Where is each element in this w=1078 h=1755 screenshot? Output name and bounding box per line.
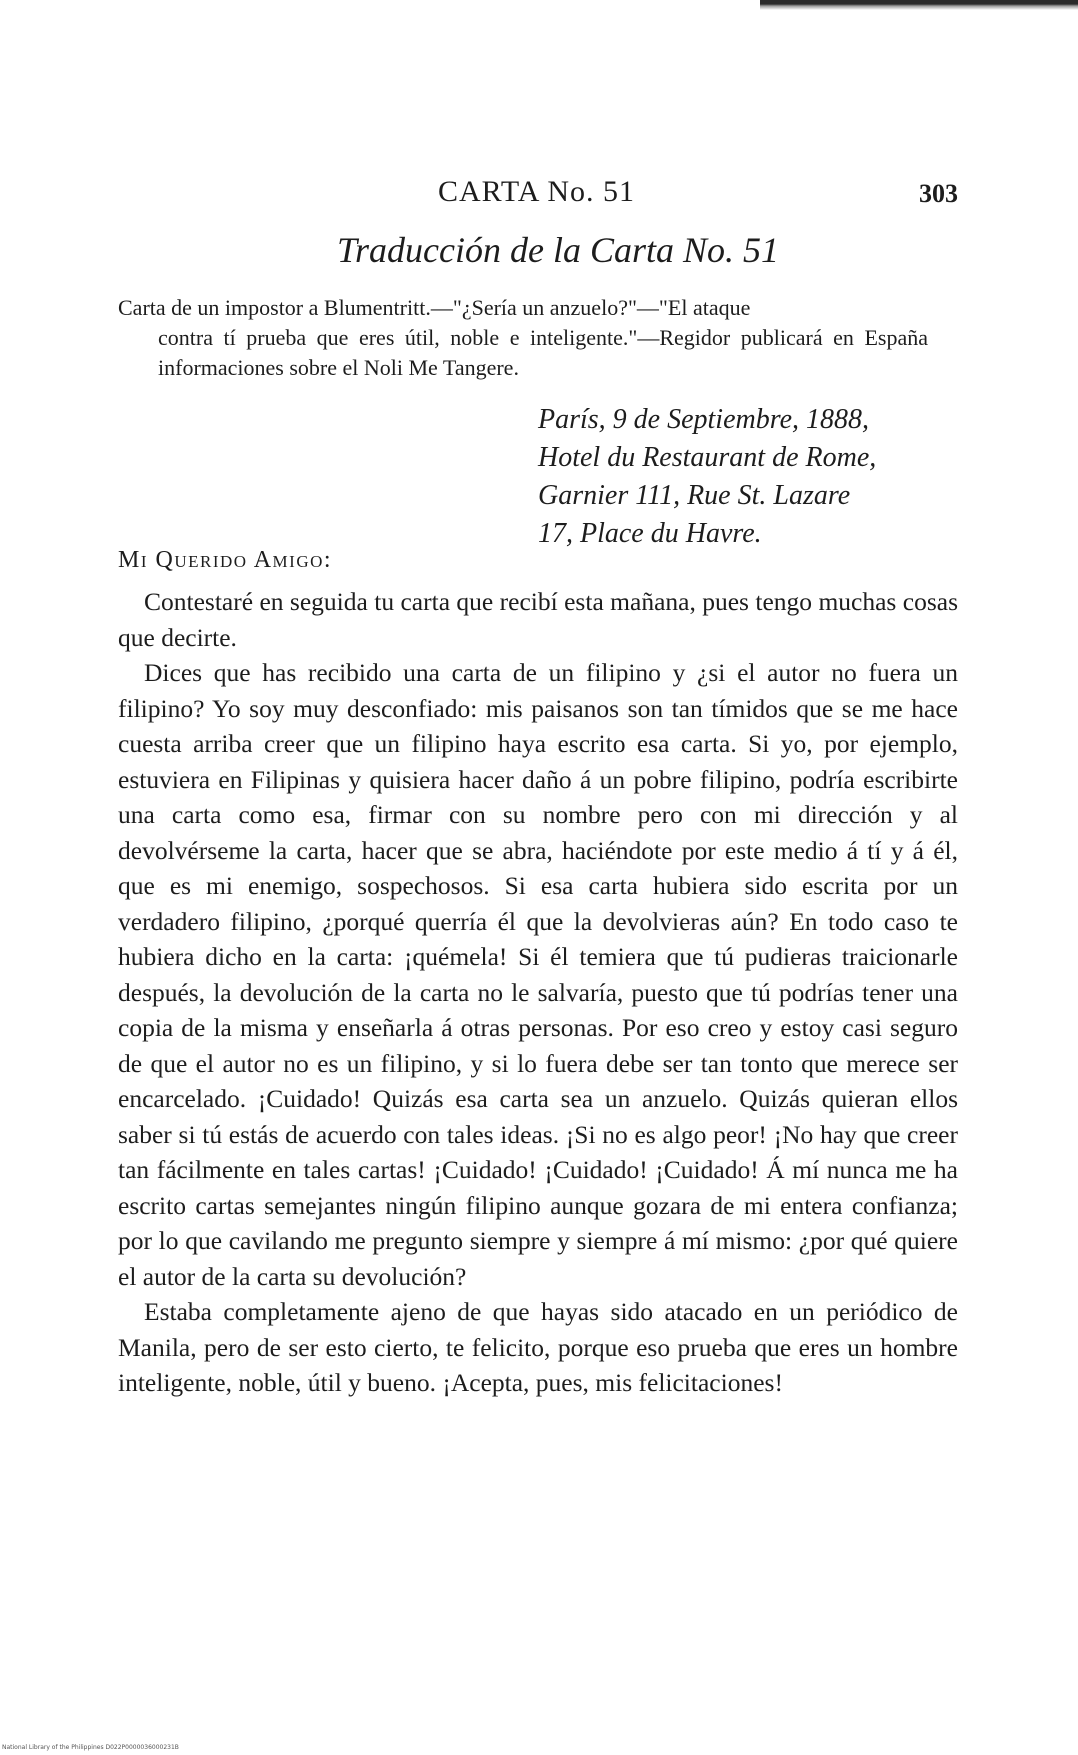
address-line: París, 9 de Septiembre, 1888, [538, 404, 870, 435]
letter-body [118, 584, 958, 1401]
address-line: Garnier 111, Rue St. Lazare [538, 480, 851, 511]
paragraph: Dices que has recibido una carta de un filipino y ¿si el autor no fuera un filipino? Yo soy muy desconfiado: mis paisanos son tan tímidos que se me hace cuesta arriba creer que un filipino haya escrito esa carta. Si yo, por ejemplo, estuviera en Filipinas y quisiera hacer daño á un pobre filipino, podría escribirte una carta como esa, firmar con su nombre pero con mi dirección y al devolvérseme la carta, hacer que se abra, haciéndote por este medio á tí y á él, que es mi enemigo, sospechosos. Si esa carta hubiera sido escrita por un verdadero filipino, ¿porqué querría él que la devolvieras aún? En todo caso te hubiera dicho en la carta: ¡quémela! Si él temiera que tú pudieras traicionarle después, la devolución de la carta no le salvaría, puesto que tú podrías tener una copia de la misma y enseñarla á otras personas. Por eso creo y estoy casi seguro de que el autor no es un filipino, y si lo fuera debe ser tan tonto que merece ser encarcelado. ¡Cuidado! Quizás esa carta sea un anzuelo. Quizás quieran ellos saber si tú estás de acuerdo con tales ideas. ¡Si no es algo peor! ¡No hay que creer tan fácilmente en tales cartas! ¡Cuidado! ¡Cuidado! ¡Cuidado! Á mí nunca me ha escrito cartas semejantes ningún filipino aunque gozara de mi entera confianza; por lo que cavilando me pregunto siempre y siempre á mí mismo: ¿por qué quiere el autor de la carta su devolución? [118, 658, 958, 1291]
letter-place-date [538, 401, 958, 553]
book-page [118, 175, 958, 1401]
letter-title: Traducción de la Carta No. 51 [336, 230, 780, 270]
salutation: Mi Querido Amigo: [118, 547, 333, 573]
address-line: Hotel du Restaurant de Rome, [538, 442, 877, 473]
summary-first-line: Carta de un impostor a Blumentritt.—"¿Sería un anzuelo?"—"El ataque [118, 295, 751, 320]
running-title: CARTA No. 51 [438, 175, 635, 208]
page-number: 303 [919, 179, 958, 208]
address-line: 17, Place du Havre. [538, 518, 762, 549]
running-head [118, 175, 958, 219]
summary-continuation: contra tí prueba que eres útil, noble e inteligente."—Regidor publicará en España informaciones sobre el Noli Me Tangere. [158, 325, 928, 380]
paragraph: Estaba completamente ajeno de que hayas sido atacado en un periódico de Manila, pero de ser esto cierto, te felicito, porque eso prueba que eres un hombre inteligente, noble, útil y bueno. ¡Acepta, pues, mis felicitaciones! [118, 1297, 958, 1397]
letter-summary [118, 293, 958, 383]
paragraph: Contestaré en seguida tu carta que recibí esta mañana, pues tengo muchas cosas que decirte. [118, 587, 958, 652]
scan-footer-note: National Library of the Philippines D022P0000036000231B [2, 1744, 179, 1751]
top-edge-rule [760, 0, 1078, 10]
